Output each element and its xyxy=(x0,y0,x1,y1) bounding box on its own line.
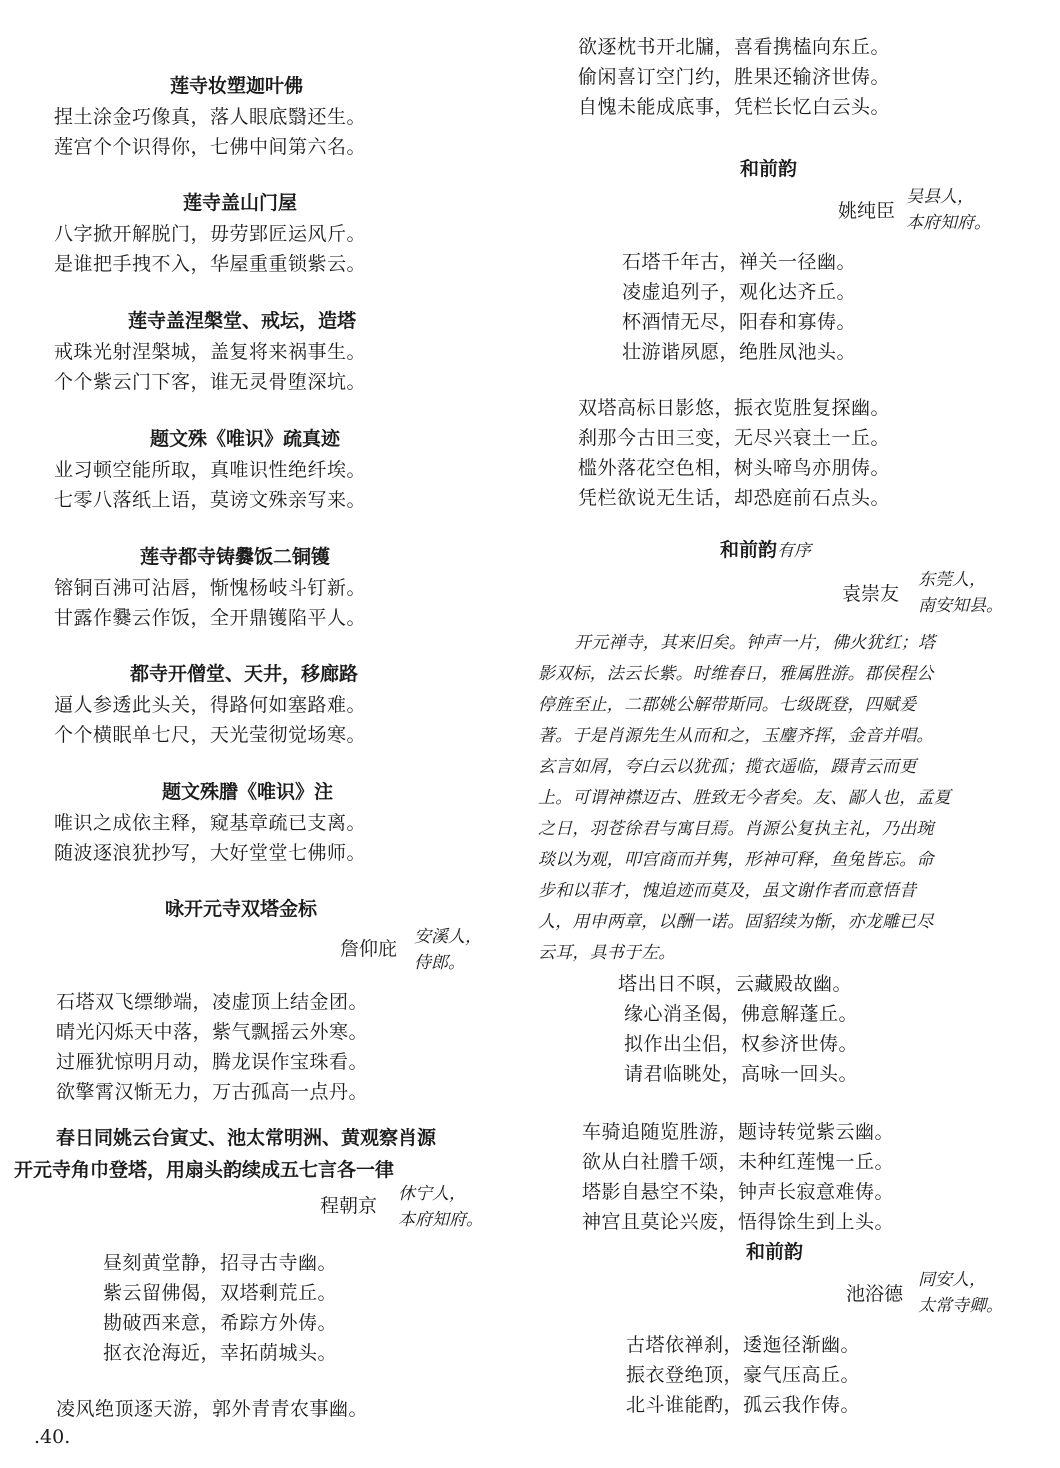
poem-6 xyxy=(0,658,530,750)
poem-line: 车骑追随览胜游，题诗转觉紫云幽。 xyxy=(582,1121,895,1143)
poem-9 xyxy=(0,1122,530,1424)
poem-hqy-2 xyxy=(530,534,1060,1237)
poem-title: 莲寺妆塑迦叶佛 xyxy=(170,75,304,97)
author-name: 姚纯臣 xyxy=(838,200,896,222)
preface-line: 步和以菲才，愧追迹而莫及，虽文谢作者而意悟昔 xyxy=(538,881,917,901)
author-origin: 安溪人， xyxy=(414,927,482,947)
poem-5 xyxy=(0,541,530,633)
preface-line: 著。于是肖源先生从而和之，玉麈齐挥，金音并唱。 xyxy=(538,726,934,746)
author-office: 南安知县。 xyxy=(918,596,1003,616)
poem-line: 八字掀开解脱门，毋劳郢匠运风斤。 xyxy=(54,223,367,245)
author-row xyxy=(0,925,530,987)
author-name: 程朝京 xyxy=(320,1195,378,1217)
poem-title: 莲寺盖涅槃堂、戒坛，造塔 xyxy=(128,310,357,332)
poem-title: 题文殊謄《唯识》注 xyxy=(162,781,334,803)
preface-line: 玄言如屑，夸白云以犹孤；揽衣遥临，蹑青云而更 xyxy=(538,757,917,777)
poem-line: 拟作出尘侣，权参济世俦。 xyxy=(624,1033,859,1055)
preface-line: 停旌至止，二郡姚公解带斯同。七级既登，四赋爰 xyxy=(538,695,917,715)
poem-line: 凌风绝顶逐天游，郭外青青农事幽。 xyxy=(56,1398,369,1420)
poem-line: 杯酒情无尽，阳春和寡俦。 xyxy=(622,311,857,333)
poem-hqy-3 xyxy=(530,1236,1060,1420)
poem-line: 欲逐枕书开北牖，喜看携榼向东丘。 xyxy=(578,36,891,58)
poem-line: 晴光闪烁天中落，紫气飘摇云外寒。 xyxy=(56,1021,369,1043)
preface xyxy=(530,628,1060,969)
author-name: 池浴德 xyxy=(846,1283,904,1305)
poem-4 xyxy=(0,423,530,515)
poem-line: 振衣登绝顶，豪气压高丘。 xyxy=(626,1364,861,1386)
preface-line: 人，用申两章，以酬一诺。固貂续为惭，亦龙雕已尽 xyxy=(538,912,934,932)
author-origin: 吴县人， xyxy=(906,187,974,207)
poem-line: 七零八落纸上语，莫谤文殊亲写来。 xyxy=(54,489,367,511)
poem-title: 开元寺角巾登塔，用扇头韵续成五七言各一律 xyxy=(14,1159,395,1181)
author-row xyxy=(530,566,1060,628)
poem-line: 戒珠光射涅槃城，盖复将来祸事生。 xyxy=(54,341,367,363)
poem-line: 昼刻黄堂静，招寻古寺幽。 xyxy=(103,1252,338,1274)
poem-title: 咏开元寺双塔金标 xyxy=(165,898,318,920)
author-origin: 休宁人， xyxy=(398,1184,466,1204)
author-name: 袁崇友 xyxy=(842,583,900,605)
poem-line: 勘破西来意，希踪方外俦。 xyxy=(103,1312,338,1334)
poem-2 xyxy=(0,187,530,279)
poem-line: 抠衣沧海近，幸拓荫城头。 xyxy=(103,1342,338,1364)
poem-line: 请君临眺处，高咏一回头。 xyxy=(624,1063,859,1085)
preface-line: 影双标，法云长紫。时维春日，雅属胜游。郡侯程公 xyxy=(538,664,934,684)
poem-line: 个个紫云门下客，谁无灵骨堕深坑。 xyxy=(54,371,367,393)
author-row xyxy=(530,185,1060,247)
poem-title-text: 和前韵 xyxy=(720,539,778,561)
poem-line: 欲从白社謄千颂，未种红莲愧一丘。 xyxy=(582,1151,895,1173)
poem-line: 神宫且莫论兴废，悟得馀生到上头。 xyxy=(582,1211,895,1233)
page-number: .40. xyxy=(34,1426,71,1448)
poem-title: 莲寺都寺铸爨饭二铜镬 xyxy=(140,546,331,568)
continued-poem xyxy=(530,32,1060,122)
poem-line: 欲擎霄汉惭无力，万古孤高一点丹。 xyxy=(56,1081,369,1103)
preface-line: 琰以为观，叩宫商而并隽，形神可释，鱼兔皆忘。命 xyxy=(538,850,934,870)
poem-line: 石塔双飞缥缈端，凌虚顶上结金团。 xyxy=(56,991,369,1013)
preface-line: 云耳，具书于左。 xyxy=(538,943,676,963)
poem-line: 双塔高标日影悠，振衣览胜复探幽。 xyxy=(578,397,891,419)
author-office: 本府知府。 xyxy=(398,1210,483,1230)
poem-line: 个个横眠单七尺，天光莹彻觉场寒。 xyxy=(54,724,367,746)
author-office: 本府知府。 xyxy=(906,213,991,233)
preface-line: 之日，羽苍徐君与寓目焉。肖源公复执主礼，乃出琬 xyxy=(538,819,934,839)
preface-tag: 有序 xyxy=(777,541,812,561)
poem-8 xyxy=(0,893,530,1107)
poem-line: 过雁犹惊明月动，腾龙误作宝珠看。 xyxy=(56,1051,369,1073)
poem-line: 自愧未能成底事，凭栏长忆白云头。 xyxy=(578,96,891,118)
poem-line: 缘心消圣偈，佛意解蓬丘。 xyxy=(624,1003,859,1025)
poem-7 xyxy=(0,776,530,868)
author-name: 詹仰庇 xyxy=(340,938,398,960)
poem-line: 随波逐浪犹抄写，大好堂堂七佛师。 xyxy=(54,842,367,864)
poem-line: 石塔千年古，禅关一径幽。 xyxy=(622,251,857,273)
author-office: 侍郎。 xyxy=(414,953,465,973)
poem-title: 和前韵 xyxy=(740,158,798,180)
poem-line: 凭栏欲说无生话，却恐庭前石点头。 xyxy=(578,487,891,509)
poem-title: 和前韵 xyxy=(746,1241,804,1263)
poem-line: 壮游谐夙愿，绝胜凤池头。 xyxy=(622,341,857,363)
preface-line: 上。可谓神襟迈古、胜致无今者矣。友、鄙人也，孟夏 xyxy=(538,788,951,808)
poem-title: 春日同姚云台寅丈、池太常明洲、黄观察肖源 xyxy=(56,1127,437,1149)
poem-line: 古塔依禅刹，逶迤径渐幽。 xyxy=(626,1334,861,1356)
poem-title: 题文殊《唯识》疏真迹 xyxy=(150,428,341,450)
author-origin: 同安人， xyxy=(918,1270,986,1290)
poem-line: 是谁把手拽不入，华屋重重锁紫云。 xyxy=(54,253,367,275)
poem-line: 逼人参透此头关，得路何如塞路难。 xyxy=(54,694,367,716)
poem-3 xyxy=(0,305,530,397)
poem-line: 唯识之成依主释，窥基章疏已支离。 xyxy=(54,812,367,834)
poem-hqy-1 xyxy=(530,153,1060,513)
author-office: 太常寺卿。 xyxy=(918,1296,1003,1316)
poem-1 xyxy=(0,70,530,162)
poem-line: 塔影自悬空不染，钟声长寂意难俦。 xyxy=(582,1181,895,1203)
preface-line: 开元禅寺，其来旧矣。钟声一片，佛火犹红；塔 xyxy=(574,633,936,653)
poem-title xyxy=(530,534,1060,566)
poem-line: 偷闲喜订空门约，胜果还输济世俦。 xyxy=(578,66,891,88)
poem-line: 槛外落花空色相，树头啼鸟亦朋俦。 xyxy=(578,457,891,479)
poem-line: 北斗谁能酌，孤云我作俦。 xyxy=(626,1394,861,1416)
poem-line: 捏土涂金巧像真，落人眼底翳还生。 xyxy=(54,106,367,128)
poem-line: 刹那今古田三变，无尽兴衰土一丘。 xyxy=(578,427,891,449)
poem-title: 都寺开僧堂、天井，移廊路 xyxy=(130,663,359,685)
poem-title: 莲寺盖山门屋 xyxy=(183,192,298,214)
poem-line: 镕铜百沸可沾唇，惭愧杨岐斗钉新。 xyxy=(54,577,367,599)
poem-line: 莲宫个个识得你，七佛中间第六名。 xyxy=(54,136,367,158)
author-origin: 东莞人， xyxy=(918,570,986,590)
poem-line: 业习顿空能所取，真唯识性绝纤埃。 xyxy=(54,459,367,481)
poem-line: 紫云留佛偈，双塔剩荒丘。 xyxy=(103,1282,338,1304)
poem-line: 甘露作爨云作饭，全开鼎镬陷平人。 xyxy=(54,607,367,629)
author-row xyxy=(0,1186,530,1248)
author-row xyxy=(530,1268,1060,1330)
poem-line: 凌虚追列子，观化达齐丘。 xyxy=(622,281,857,303)
poem-line: 塔出日不暝，云藏殿故幽。 xyxy=(618,973,853,995)
